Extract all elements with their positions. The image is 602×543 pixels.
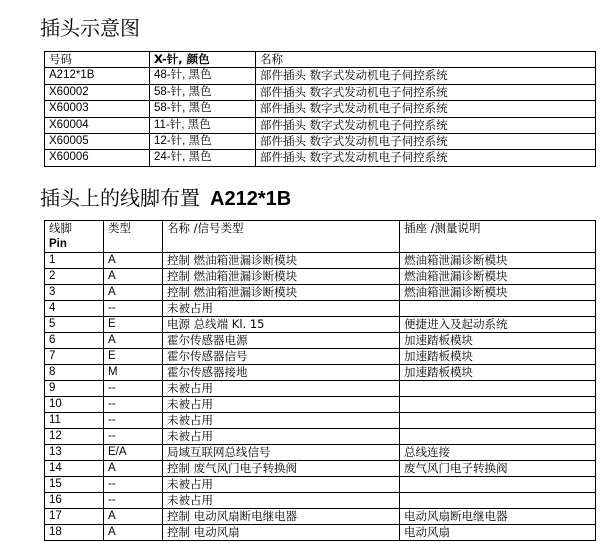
pin-number-cell: 1: [45, 253, 104, 269]
connector-pins-cell: 24-针, 黑色: [150, 150, 256, 166]
pin-type-cell: --: [104, 429, 163, 445]
connector-name-cell: 部件插头 数字式发动机电子伺控系统: [256, 84, 596, 100]
table-row: [45, 101, 596, 117]
connector-name-cell: 部件插头 数字式发动机电子伺控系统: [256, 133, 596, 149]
pin-type-cell: E: [104, 317, 163, 333]
pin-number-cell: 12: [45, 429, 104, 445]
pin-signal-cell: 控制 燃油箱泄漏诊断模块: [163, 269, 400, 285]
pin-type-cell: --: [104, 413, 163, 429]
table-row: [45, 397, 596, 413]
table-row: [45, 461, 596, 477]
pin-type-cell: A: [104, 253, 163, 269]
pin-type-cell: E/A: [104, 445, 163, 461]
table-row: [45, 445, 596, 461]
pin-number-cell: 4: [45, 301, 104, 317]
col-header-socket: 插座 /测量说明: [400, 221, 596, 253]
connector-table: [44, 51, 596, 167]
pin-signal-cell: 控制 电动风扇断电继电器: [163, 509, 400, 525]
pin-type-cell: E: [104, 349, 163, 365]
pin-type-cell: A: [104, 461, 163, 477]
pin-number-cell: 14: [45, 461, 104, 477]
table-row: [45, 477, 596, 493]
pin-signal-cell: 未被占用: [163, 477, 400, 493]
pin-socket-cell: [400, 381, 596, 397]
pin-number-cell: 9: [45, 381, 104, 397]
table-row: [45, 301, 596, 317]
col-header-name: 名称: [256, 52, 596, 68]
pin-table: [44, 220, 596, 541]
pin-socket-cell: 燃油箱泄漏诊断模块: [400, 285, 596, 301]
pin-type-cell: --: [104, 301, 163, 317]
table-row: [45, 493, 596, 509]
connector-pins-cell: 48-针, 黑色: [150, 68, 256, 84]
pin-number-cell: 3: [45, 285, 104, 301]
col-header-signal: 名称 /信号类型: [163, 221, 400, 253]
connector-number-cell: X60002: [45, 84, 150, 100]
section-title: [40, 184, 291, 213]
pin-socket-cell: 便捷进入及起动系统: [400, 317, 596, 333]
pin-type-cell: --: [104, 397, 163, 413]
table-row: [45, 285, 596, 301]
table-row: [45, 333, 596, 349]
pin-number-cell: 6: [45, 333, 104, 349]
table-row: [45, 317, 596, 333]
pin-signal-cell: 控制 电动风扇: [163, 525, 400, 541]
table-row: [45, 349, 596, 365]
pin-number-cell: 17: [45, 509, 104, 525]
pin-number-cell: 13: [45, 445, 104, 461]
pin-socket-cell: 废气风门电子转换阀: [400, 461, 596, 477]
connector-pins-cell: 11-针, 黑色: [150, 117, 256, 133]
connector-pins-cell: 58-针, 黑色: [150, 84, 256, 100]
pin-type-cell: A: [104, 525, 163, 541]
pin-socket-cell: 总线连接: [400, 445, 596, 461]
pin-socket-cell: 电动风扇断电继电器: [400, 509, 596, 525]
table-row: [45, 429, 596, 445]
table-row: [45, 150, 596, 166]
table-row: [45, 133, 596, 149]
col-header-pins-color: X-针, 颜色: [150, 52, 256, 68]
connector-name-cell: 部件插头 数字式发动机电子伺控系统: [256, 150, 596, 166]
pin-header-cn: 线脚: [49, 221, 72, 235]
connector-number-cell: X60003: [45, 101, 150, 117]
pin-socket-cell: [400, 429, 596, 445]
pin-signal-cell: 控制 废气风门电子转换阀: [163, 461, 400, 477]
pin-signal-cell: 霍尔传感器信号: [163, 349, 400, 365]
connector-name-cell: 部件插头 数字式发动机电子伺控系统: [256, 101, 596, 117]
connector-number-cell: A212*1B: [45, 68, 150, 84]
table-row: [45, 381, 596, 397]
pin-socket-cell: [400, 413, 596, 429]
pin-socket-cell: [400, 301, 596, 317]
table-row: [45, 365, 596, 381]
connector-pins-cell: 58-针, 黑色: [150, 101, 256, 117]
pin-number-cell: 11: [45, 413, 104, 429]
pin-signal-cell: 局域互联网总线信号: [163, 445, 400, 461]
connector-number-cell: X60005: [45, 133, 150, 149]
pin-socket-cell: [400, 493, 596, 509]
table-header-row: [45, 52, 596, 68]
pin-socket-cell: 燃油箱泄漏诊断模块: [400, 253, 596, 269]
pin-signal-cell: 未被占用: [163, 493, 400, 509]
table-row: [45, 68, 596, 84]
col-header-type: 类型: [104, 221, 163, 253]
pin-socket-cell: 加速踏板模块: [400, 365, 596, 381]
pin-number-cell: 16: [45, 493, 104, 509]
pin-socket-cell: 加速踏板模块: [400, 349, 596, 365]
table-header-row: [45, 221, 596, 253]
table-row: [45, 269, 596, 285]
pin-type-cell: --: [104, 477, 163, 493]
table-row: [45, 253, 596, 269]
pin-number-cell: 8: [45, 365, 104, 381]
table-row: [45, 525, 596, 541]
section-title-code: A212*1B: [210, 188, 292, 210]
pin-signal-cell: 未被占用: [163, 397, 400, 413]
page-title: 插头示意图: [40, 16, 140, 40]
col-header-number: 号码: [45, 52, 150, 68]
pin-signal-cell: 未被占用: [163, 301, 400, 317]
connector-pins-cell: 12-针, 黑色: [150, 133, 256, 149]
connector-number-cell: X60006: [45, 150, 150, 166]
pin-signal-cell: 控制 燃油箱泄漏诊断模块: [163, 253, 400, 269]
table-row: [45, 84, 596, 100]
table-row: [45, 117, 596, 133]
pin-type-cell: M: [104, 365, 163, 381]
table-row: [45, 413, 596, 429]
pin-socket-cell: 加速踏板模块: [400, 333, 596, 349]
table-row: [45, 509, 596, 525]
pin-type-cell: A: [104, 509, 163, 525]
pin-number-cell: 2: [45, 269, 104, 285]
pin-socket-cell: [400, 477, 596, 493]
pin-number-cell: 18: [45, 525, 104, 541]
pin-signal-cell: 未被占用: [163, 429, 400, 445]
pin-number-cell: 10: [45, 397, 104, 413]
pin-socket-cell: 燃油箱泄漏诊断模块: [400, 269, 596, 285]
connector-name-cell: 部件插头 数字式发动机电子伺控系统: [256, 68, 596, 84]
pin-signal-cell: 电源 总线端 Kl. 15: [163, 317, 400, 333]
pin-signal-cell: 霍尔传感器电源: [163, 333, 400, 349]
connector-name-cell: 部件插头 数字式发动机电子伺控系统: [256, 117, 596, 133]
pin-type-cell: A: [104, 333, 163, 349]
pin-signal-cell: 控制 燃油箱泄漏诊断模块: [163, 285, 400, 301]
pin-socket-cell: 电动风扇: [400, 525, 596, 541]
section-title-text: 插头上的线脚布置: [40, 186, 200, 210]
pin-socket-cell: [400, 397, 596, 413]
pin-type-cell: --: [104, 381, 163, 397]
pin-number-cell: 5: [45, 317, 104, 333]
pin-number-cell: 7: [45, 349, 104, 365]
pin-number-cell: 15: [45, 477, 104, 493]
connector-number-cell: X60004: [45, 117, 150, 133]
pin-type-cell: --: [104, 493, 163, 509]
pin-signal-cell: 未被占用: [163, 413, 400, 429]
pin-type-cell: A: [104, 269, 163, 285]
pin-signal-cell: 未被占用: [163, 381, 400, 397]
pin-type-cell: A: [104, 285, 163, 301]
pin-header-en: Pin: [49, 238, 67, 250]
pin-signal-cell: 霍尔传感器接地: [163, 365, 400, 381]
col-header-pin: [45, 221, 104, 253]
